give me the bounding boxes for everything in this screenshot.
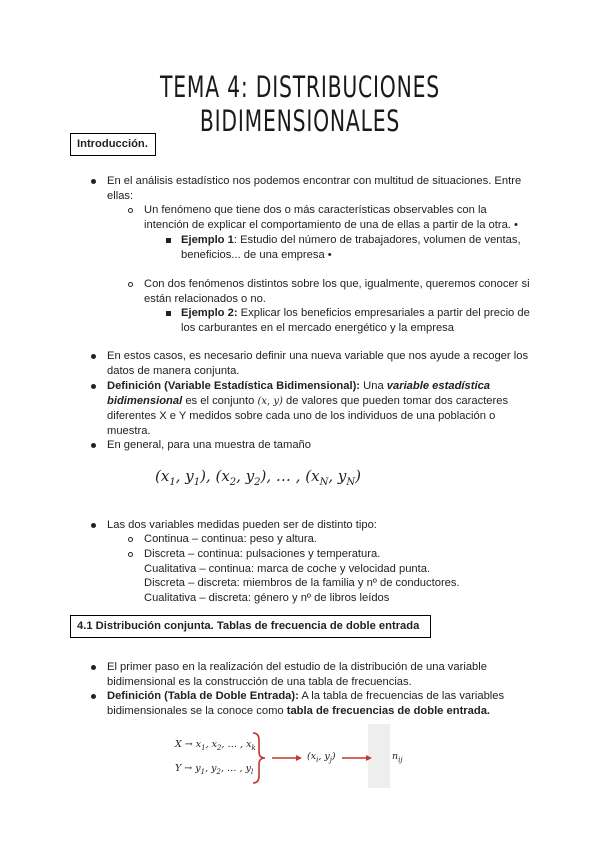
intro-b2-line2: datos de manera conjunta.	[107, 365, 240, 377]
intro-heading-text: Introducción.	[77, 138, 148, 150]
ex1-label: Ejemplo 1	[181, 234, 234, 246]
intro-b1-line1: En el análisis estadístico nos podemos encontrar con multitud de situaciones. Entre	[107, 175, 522, 187]
type-item: Continua – continua: peso y altura.	[144, 533, 317, 545]
arrowhead-1	[296, 755, 302, 761]
type-item: Discreta – discreta: miembros de la familia y nº de conductores.	[144, 577, 460, 589]
intro-ex1-line2: beneficios... de una empresa •	[181, 249, 332, 261]
s41-def-rest: A la tabla de frecuencias de las variables	[298, 690, 505, 702]
ex1-text: : Estudio del número de trabajadores, volumen de ventas,	[233, 234, 521, 246]
intro-c1-line2: intención de explicar el comportamiento de una de ellas a partir de la otra. •	[144, 219, 518, 231]
right-brace	[253, 733, 265, 783]
intro-def-line3: diferentes X e Y medidos sobre cada uno de los individuos de una población o	[107, 410, 496, 422]
def-rest: es el conjunto	[182, 395, 258, 407]
y-row: $Y \to y_1$, $y_2$, … , $y_l$	[175, 763, 254, 776]
s41-def-bold: tabla de frecuencias de doble entrada.	[286, 705, 491, 717]
intro-b5: Las dos variables medidas pueden ser de distinto tipo:	[107, 519, 377, 531]
type-item: Discreta – continua: pulsaciones y temperatura.	[144, 548, 381, 560]
pair-xy: ($x_i$, $y_j$)	[307, 751, 336, 764]
def-label: Definición (Variable Estadística Bidimensional):	[107, 380, 361, 392]
x-row: $X \to x_1$, $x_2$, … , $x_k$	[175, 739, 256, 752]
s41-b1-line1: El primer paso en la realización del estudio de la distribución de una variable	[107, 661, 487, 673]
s41-b1-line2: bidimensional es la construcción de una tabla de frecuencias.	[107, 676, 412, 688]
def-una: Una	[360, 380, 387, 392]
intro-b4: En general, para una muestra de tamaño	[107, 439, 311, 451]
intro-c1-line1: Un fenómeno que tiene dos o más características observables con la	[144, 204, 487, 216]
ex2-label: Ejemplo 2:	[181, 307, 238, 319]
def-term2: bidimensional	[107, 395, 183, 407]
intro-def-line4: muestra.	[107, 425, 151, 437]
ex2-text: Explicar los beneficios empresariales a partir del precio de	[237, 307, 530, 319]
def-end: de valores que pueden tomar dos caracteres	[282, 395, 509, 407]
def-xy: (x, y)	[257, 396, 283, 407]
intro-c2-line2: están relacionados o no.	[144, 293, 266, 305]
s41-def-label: Definición (Tabla de Doble Entrada):	[107, 690, 299, 702]
page-title: TEMA 4: DISTRIBUCIONES BIDIMENSIONALES	[160, 70, 440, 138]
s41-def-line2-text: bidimensionales se la conoce como	[107, 705, 287, 717]
intro-b2-line1: En estos casos, es necesario definir una nueva variable que nos ayude a recoger los	[107, 350, 529, 362]
intro-ex2-line2: los carburantes en el mercado energético y la empresa	[181, 322, 454, 334]
type-item: Cualitativa – continua: marca de coche y velocidad punta.	[144, 563, 431, 575]
nij: $n_{ij}$	[392, 751, 403, 764]
type-item: Cualitativa – discreta: género y nº de libros leídos	[144, 592, 390, 604]
sample-formula: ($x_1$, $y_1$), ($x_2$, $y_2$), … , ($x_N$, $y_N$)	[155, 467, 361, 488]
arrowhead-2	[366, 755, 372, 761]
intro-b1-line2: ellas:	[107, 190, 134, 202]
def-term1: variable estadística	[386, 380, 491, 392]
intro-c2-line1: Con dos fenómenos distintos sobre los que, igualmente, queremos conocer si	[144, 278, 530, 290]
section-41-heading-text: 4.1 Distribución conjunta. Tablas de frecuencia de doble entrada	[77, 620, 420, 632]
